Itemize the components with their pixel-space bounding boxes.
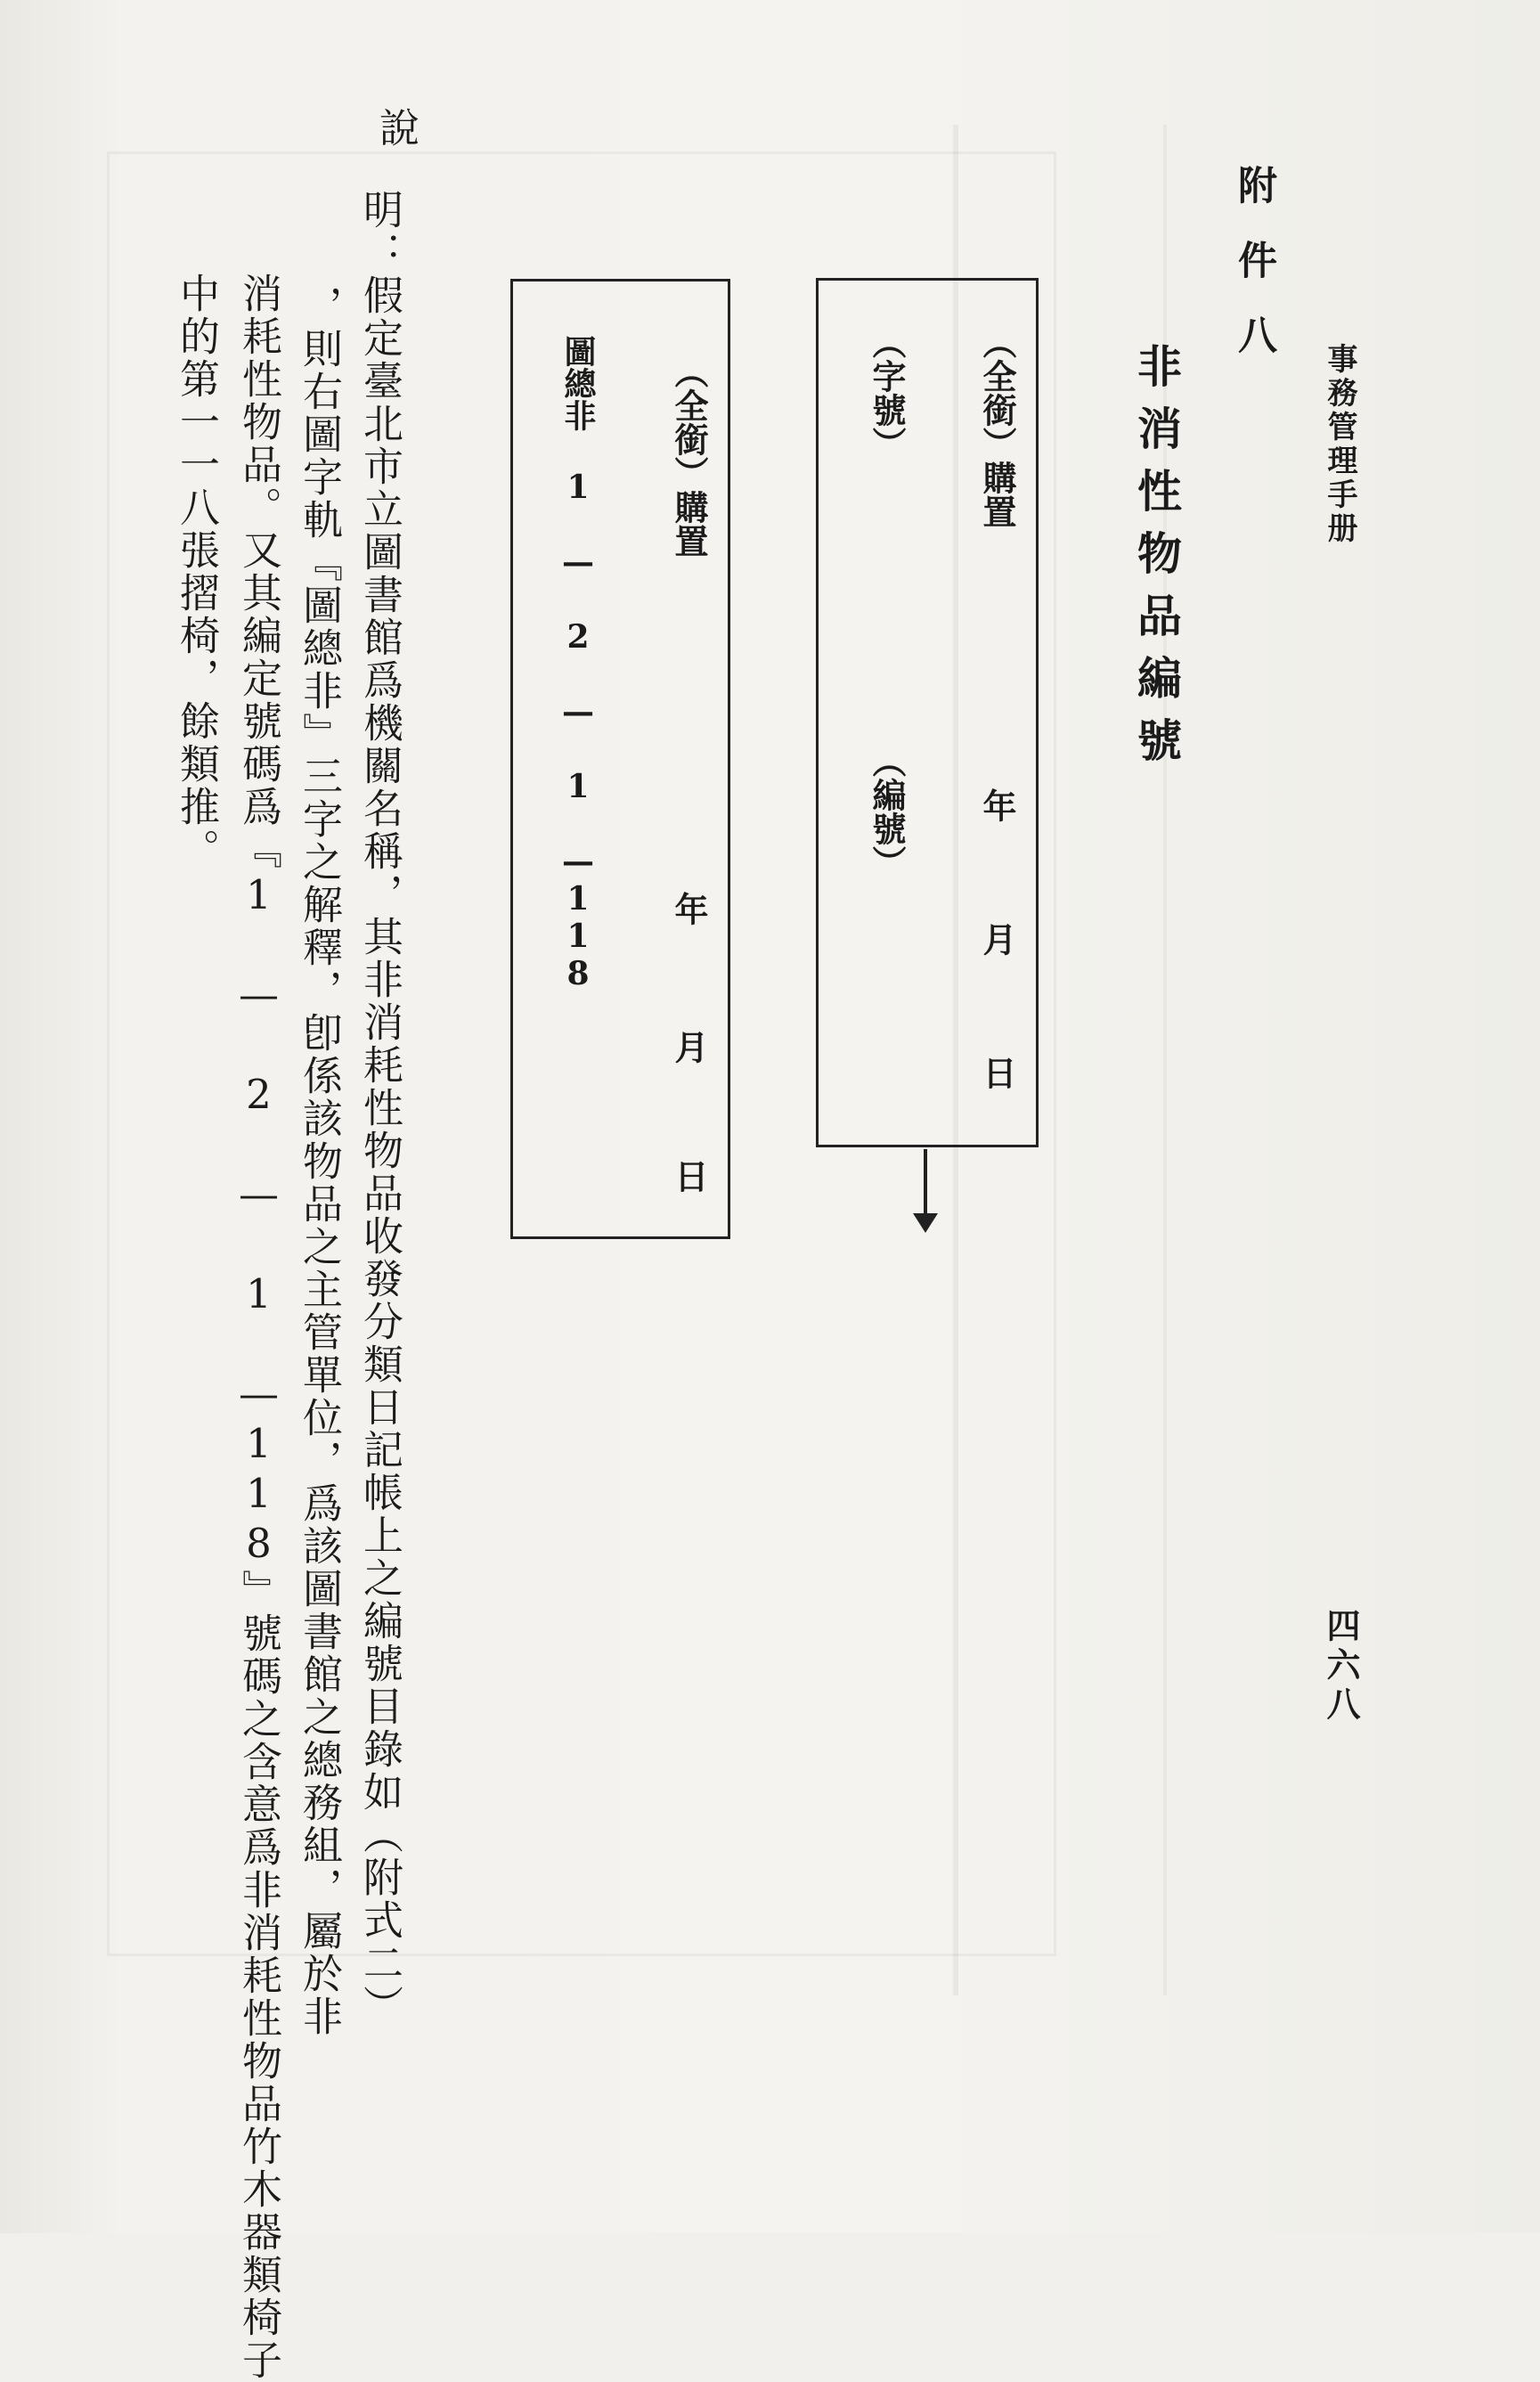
numbering-example-box bbox=[510, 279, 730, 1239]
example-month: 月 bbox=[669, 1030, 709, 1064]
template-month: 月 bbox=[977, 922, 1017, 956]
example-code: 圖總非 1 — 2 — 1 —118 bbox=[559, 335, 597, 992]
arrow-down-icon bbox=[913, 1213, 938, 1233]
running-header-title: 事務管理手册 bbox=[1322, 343, 1357, 546]
example-org-purchase: （全銜）購置 bbox=[669, 355, 709, 558]
note-label: 說 bbox=[372, 107, 420, 150]
template-year: 年 bbox=[977, 788, 1017, 822]
appendix-label: 附件八 bbox=[1231, 165, 1276, 389]
section-heading: 非消性物品編號 bbox=[1130, 343, 1183, 779]
numbering-template-box bbox=[816, 278, 1039, 1147]
page-number: 四六八 bbox=[1321, 1608, 1361, 1725]
template-org-purchase: （全銜）購置 bbox=[977, 325, 1017, 528]
example-year: 年 bbox=[669, 892, 709, 926]
note-line-2: ，則右圖字軌『圖總非』三字之解釋，卽係該物品之主管單位，爲該圖書館之總務組，屬於非 bbox=[296, 285, 343, 2038]
note-line-1: 明：假定臺北市立圖書館爲機關名稱，其非消耗性物品收發分類日記帳上之編號目錄如（附式二） bbox=[356, 189, 403, 2027]
template-day: 日 bbox=[977, 1056, 1017, 1089]
template-number: （編號） bbox=[867, 744, 907, 879]
template-serial: （字號） bbox=[867, 325, 907, 461]
note-line-4: 中的第一一八張摺椅，餘類推。 bbox=[173, 273, 220, 871]
note-line-3: 消耗性物品。又其編定號碼爲『1 — 2 — 1 —118』號碼之含意爲非消耗性物品竹木器類椅子 bbox=[235, 273, 282, 2382]
example-day: 日 bbox=[669, 1159, 709, 1193]
